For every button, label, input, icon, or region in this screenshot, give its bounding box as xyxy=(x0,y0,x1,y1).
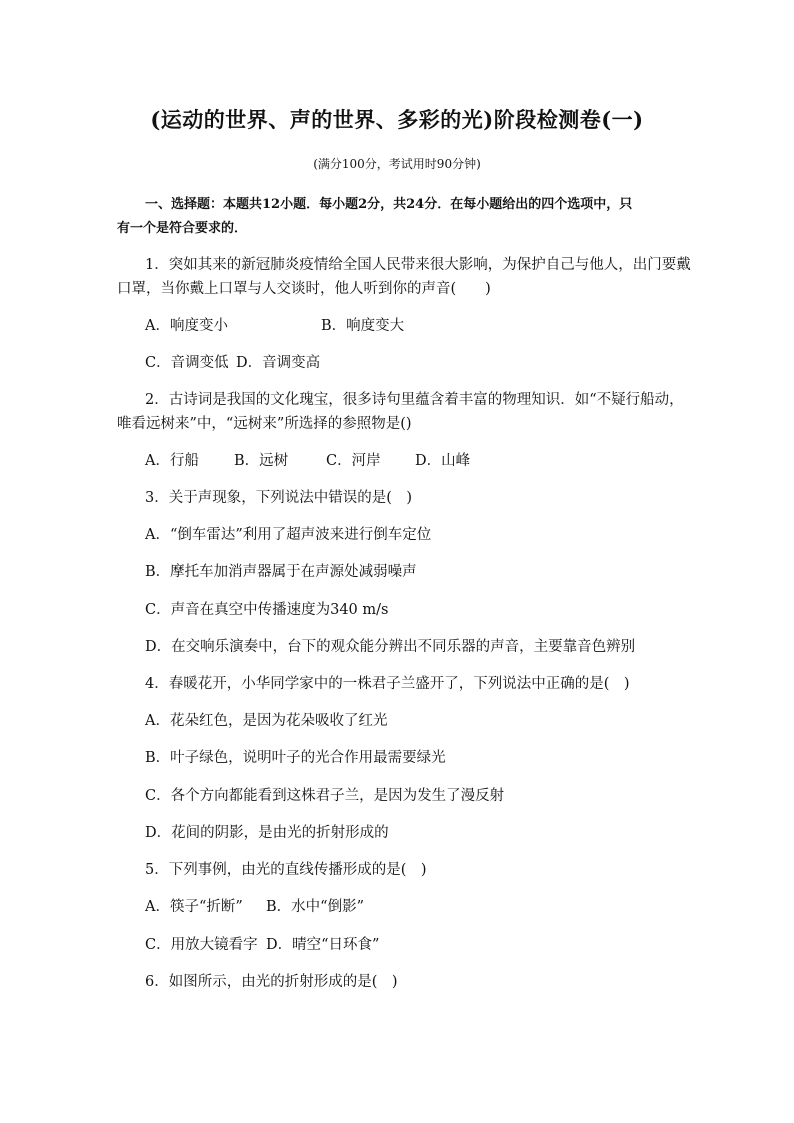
question-4-option-b[interactable]: B．叶子绿色，说明叶子的光合作用最需要绿光 xyxy=(145,750,446,766)
question-1-option-a[interactable]: A．响度变小 xyxy=(145,318,228,334)
question-2-option-a[interactable]: A．行船 xyxy=(145,453,199,469)
question-5-options-row-2 xyxy=(145,933,379,954)
question-4-option-a[interactable]: A．花朵红色，是因为花朵吸收了红光 xyxy=(145,713,388,729)
question-1-stem-line-2: 口罩，当你戴上口罩与人交谈时，他人听到你的声音( ) xyxy=(117,281,491,297)
question-1-option-c[interactable]: C．音调变低 xyxy=(145,355,229,371)
question-1-options-row-2 xyxy=(145,351,320,372)
question-4-option-d[interactable]: D．花间的阴影，是由光的折射形成的 xyxy=(145,825,389,841)
question-2-option-b[interactable]: B．远树 xyxy=(234,453,289,469)
question-4-stem: 4．春暖花开，小华同学家中的一株君子兰盛开了，下列说法中正确的是( ) xyxy=(145,676,630,692)
question-1-options-row-1 xyxy=(145,314,404,335)
question-3-option-a[interactable]: A．“倒车雷达”利用了超声波来进行倒车定位 xyxy=(145,527,432,543)
question-4-option-c[interactable]: C．各个方向都能看到这株君子兰，是因为发生了漫反射 xyxy=(145,788,505,804)
page-subtitle: (满分100分，考试用时90分钟) xyxy=(313,157,481,171)
question-2-option-c[interactable]: C．河岸 xyxy=(326,453,381,469)
question-1-option-b[interactable]: B．响度变大 xyxy=(321,318,405,334)
question-2-option-d[interactable]: D．山峰 xyxy=(415,453,471,469)
question-5-option-d[interactable]: D．晴空“日环食” xyxy=(266,937,380,953)
section-heading-line-2: 有一个是符合要求的． xyxy=(117,221,248,236)
section-heading-line-1: 一、选择题：本题共12小题．每小题2分，共24分．在每小题给出的四个选项中，只 xyxy=(145,197,633,212)
question-3-option-b[interactable]: B．摩托车加消声器属于在声源处减弱噪声 xyxy=(145,564,417,580)
question-5-option-c[interactable]: C．用放大镜看字 xyxy=(145,937,258,953)
question-5-option-a[interactable]: A．筷子“折断” xyxy=(145,899,243,915)
question-2-stem-line-1: 2．古诗词是我国的文化瑰宝，很多诗句里蕴含着丰富的物理知识．如“不疑行船动， xyxy=(145,392,684,408)
question-5-options-row-1 xyxy=(145,895,364,916)
question-6-stem: 6．如图所示，由光的折射形成的是( ) xyxy=(145,974,398,990)
question-1-option-d[interactable]: D．音调变高 xyxy=(236,355,321,371)
question-3-stem: 3．关于声现象，下列说法中错误的是( ) xyxy=(145,490,413,506)
question-3-option-c[interactable]: C．声音在真空中传播速度为340 m/s xyxy=(145,602,389,618)
question-2-stem-line-2: 唯看远树来”中，“远树来”所选择的参照物是() xyxy=(117,416,412,432)
question-5-stem: 5．下列事例，由光的直线传播形成的是( ) xyxy=(145,862,427,878)
question-5-option-b[interactable]: B．水中“倒影” xyxy=(266,899,364,915)
question-2-options-row xyxy=(145,449,470,470)
question-3-option-d[interactable]: D．在交响乐演奏中，台下的观众能分辨出不同乐器的声音，主要靠音色辨别 xyxy=(145,639,636,655)
question-1-stem-line-1: 1．突如其来的新冠肺炎疫情给全国人民带来很大影响，为保护自己与他人，出门要戴 xyxy=(145,257,691,273)
page-title: (运动的世界、声的世界、多彩的光)阶段检测卷(一) xyxy=(150,107,644,132)
